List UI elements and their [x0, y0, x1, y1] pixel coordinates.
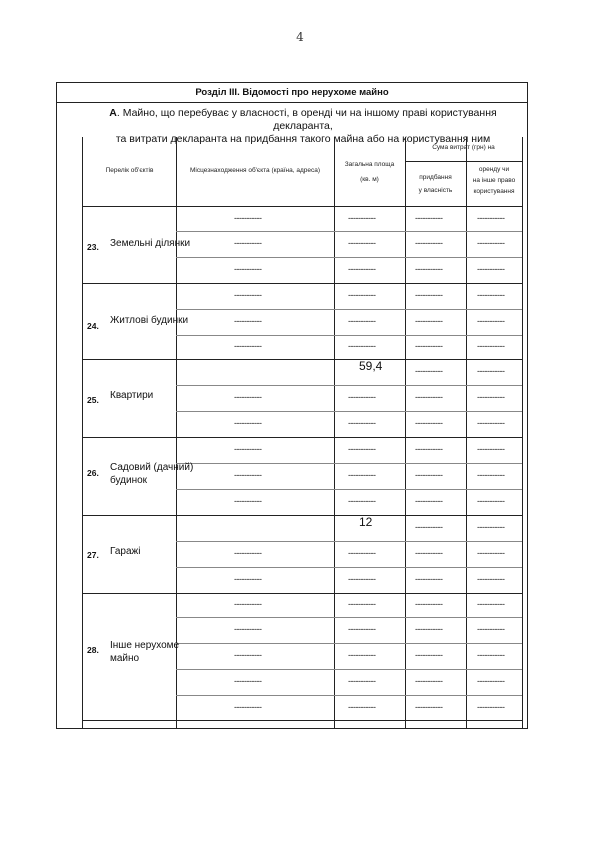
header-area: [334, 159, 405, 185]
empty-cell-dash: -----------: [477, 366, 505, 376]
empty-cell-dash: -----------: [477, 522, 505, 532]
empty-cell-dash: -----------: [415, 599, 443, 609]
header-expenses: Сума витрат (грн) на: [432, 144, 495, 151]
empty-cell-dash: -----------: [415, 444, 443, 454]
empty-cell-dash: -----------: [415, 290, 443, 300]
header-area-line-1: Загальна площа: [344, 161, 395, 168]
subrow-divider: [176, 411, 522, 412]
header-rent: [466, 164, 522, 197]
row-label: Житлові будинки: [110, 315, 189, 326]
empty-cell-dash: -----------: [234, 701, 262, 712]
empty-cell-dash: -----------: [477, 316, 505, 326]
column-divider: [405, 137, 406, 729]
subrow-divider: [176, 567, 522, 568]
section-title: Розділ III. Відомості про нерухоме майно: [57, 83, 527, 103]
row-group-border: [83, 283, 522, 284]
row-number: 25.: [87, 395, 99, 405]
row-number: 26.: [87, 468, 99, 478]
table-bottom-border: [83, 720, 522, 721]
empty-cell-dash: -----------: [348, 599, 376, 609]
empty-cell-dash: -----------: [477, 238, 505, 248]
empty-cell-dash: -----------: [234, 316, 262, 326]
row-label: Садовий (дачний) будинок: [110, 462, 194, 486]
intro-line-1-text: . Майно, що перебуває у власності, в оренді чи на іншому праві користування декларанта,: [116, 107, 497, 132]
empty-cell-dash: -----------: [477, 290, 505, 300]
empty-cell-dash: -----------: [477, 624, 505, 634]
empty-cell-dash: -----------: [477, 444, 505, 454]
empty-cell-dash: -----------: [415, 676, 443, 686]
empty-cell-dash: -----------: [234, 496, 262, 506]
subrow-divider: [176, 335, 522, 336]
subrow-divider: [176, 309, 522, 310]
row-group-border: [83, 515, 522, 516]
column-divider: [466, 137, 467, 729]
intro-line-2: та витрати декларанта на придбання такого майна або на користування ним: [115, 133, 491, 145]
empty-cell-dash: -----------: [234, 676, 262, 686]
header-rent-line-3: користування: [473, 188, 515, 195]
row-label: Інше нерухоме майно: [110, 640, 180, 664]
empty-cell-dash: -----------: [234, 650, 262, 660]
empty-cell-dash: -----------: [415, 574, 443, 584]
empty-cell-dash: -----------: [415, 624, 443, 634]
empty-cell-dash: -----------: [348, 650, 376, 660]
empty-cell-dash: -----------: [477, 264, 505, 274]
empty-cell-dash: -----------: [348, 701, 376, 712]
empty-cell-dash: -----------: [477, 496, 505, 506]
row-group-border: [83, 593, 522, 594]
empty-cell-dash: -----------: [234, 599, 262, 609]
header-rent-line-1: оренду чи: [478, 166, 510, 173]
empty-cell-dash: -----------: [477, 574, 505, 584]
empty-cell-dash: -----------: [348, 212, 376, 223]
header-purchase: [405, 172, 466, 196]
empty-cell-dash: -----------: [415, 264, 443, 274]
empty-cell-dash: -----------: [415, 316, 443, 326]
empty-cell-dash: -----------: [477, 599, 505, 609]
subrow-divider: [176, 385, 522, 386]
empty-cell-dash: -----------: [348, 418, 376, 428]
empty-cell-dash: -----------: [348, 238, 376, 248]
subrow-divider: [176, 617, 522, 618]
header-location: Місцезнаходження об'єкта (країна, адреса): [190, 167, 320, 174]
row-number: 28.: [87, 645, 99, 655]
empty-cell-dash: -----------: [477, 676, 505, 686]
empty-cell-dash: -----------: [234, 470, 262, 480]
empty-cell-dash: -----------: [415, 392, 443, 402]
area-value: 59,4: [359, 359, 383, 373]
empty-cell-dash: -----------: [477, 418, 505, 428]
empty-cell-dash: -----------: [234, 264, 262, 274]
header-purchase-line-2: у власність: [418, 187, 453, 194]
empty-cell-dash: -----------: [234, 238, 262, 248]
empty-cell-dash: -----------: [477, 212, 505, 223]
subrow-divider: [176, 541, 522, 542]
empty-cell-dash: -----------: [234, 392, 262, 402]
row-number: 27.: [87, 550, 99, 560]
empty-cell-dash: -----------: [415, 496, 443, 506]
empty-cell-dash: -----------: [234, 341, 262, 351]
empty-cell-dash: -----------: [348, 264, 376, 274]
empty-cell-dash: -----------: [477, 548, 505, 558]
row-number: 23.: [87, 242, 99, 252]
row-number: 24.: [87, 321, 99, 331]
empty-cell-dash: -----------: [234, 624, 262, 634]
real-estate-table: [82, 137, 522, 729]
row-label: Квартири: [110, 390, 154, 401]
empty-cell-dash: -----------: [415, 238, 443, 248]
subrow-divider: [176, 489, 522, 490]
empty-cell-dash: -----------: [348, 548, 376, 558]
row-group-border: [83, 437, 522, 438]
subrow-divider: [176, 231, 522, 232]
page-number: 4: [296, 30, 304, 44]
header-purchase-line-1: придбання: [419, 174, 452, 181]
empty-cell-dash: -----------: [415, 470, 443, 480]
empty-cell-dash: -----------: [348, 290, 376, 300]
header-objects: Перелік об'єктів: [105, 167, 154, 174]
empty-cell-dash: -----------: [234, 418, 262, 428]
empty-cell-dash: -----------: [415, 341, 443, 351]
subrow-divider: [176, 463, 522, 464]
empty-cell-dash: -----------: [415, 212, 443, 223]
empty-cell-dash: -----------: [415, 366, 443, 376]
empty-cell-dash: -----------: [348, 574, 376, 584]
header-area-line-2: (кв. м): [360, 176, 379, 183]
empty-cell-dash: -----------: [477, 701, 505, 712]
empty-cell-dash: -----------: [234, 574, 262, 584]
column-divider: [334, 137, 335, 729]
empty-cell-dash: -----------: [234, 290, 262, 300]
intro-letter: А: [109, 107, 117, 119]
intro-line-1: [83, 107, 523, 133]
empty-cell-dash: -----------: [348, 392, 376, 402]
subrow-divider: [176, 643, 522, 644]
empty-cell-dash: -----------: [477, 470, 505, 480]
area-value: 12: [359, 515, 373, 529]
subrow-divider: [176, 695, 522, 696]
empty-cell-dash: -----------: [348, 470, 376, 480]
empty-cell-dash: -----------: [348, 676, 376, 686]
empty-cell-dash: -----------: [415, 418, 443, 428]
row-label: Гаражі: [110, 546, 141, 557]
real-estate-section: [56, 82, 528, 729]
row-label: Земельні ділянки: [110, 238, 191, 249]
empty-cell-dash: -----------: [234, 212, 262, 223]
column-divider: [522, 137, 523, 729]
empty-cell-dash: -----------: [477, 392, 505, 402]
empty-cell-dash: -----------: [348, 624, 376, 634]
empty-cell-dash: -----------: [415, 522, 443, 532]
empty-cell-dash: -----------: [348, 316, 376, 326]
row-group-border: [83, 206, 522, 207]
empty-cell-dash: -----------: [234, 444, 262, 454]
empty-cell-dash: -----------: [415, 650, 443, 660]
empty-cell-dash: -----------: [415, 548, 443, 558]
empty-cell-dash: -----------: [415, 701, 443, 712]
empty-cell-dash: -----------: [477, 341, 505, 351]
subrow-divider: [176, 669, 522, 670]
subrow-divider: [176, 257, 522, 258]
empty-cell-dash: -----------: [234, 548, 262, 558]
empty-cell-dash: -----------: [477, 650, 505, 660]
header-divider: [405, 161, 522, 162]
empty-cell-dash: -----------: [348, 341, 376, 351]
empty-cell-dash: -----------: [348, 444, 376, 454]
empty-cell-dash: -----------: [348, 496, 376, 506]
header-rent-line-2: на інше право: [472, 177, 516, 184]
row-group-border: [83, 359, 522, 360]
